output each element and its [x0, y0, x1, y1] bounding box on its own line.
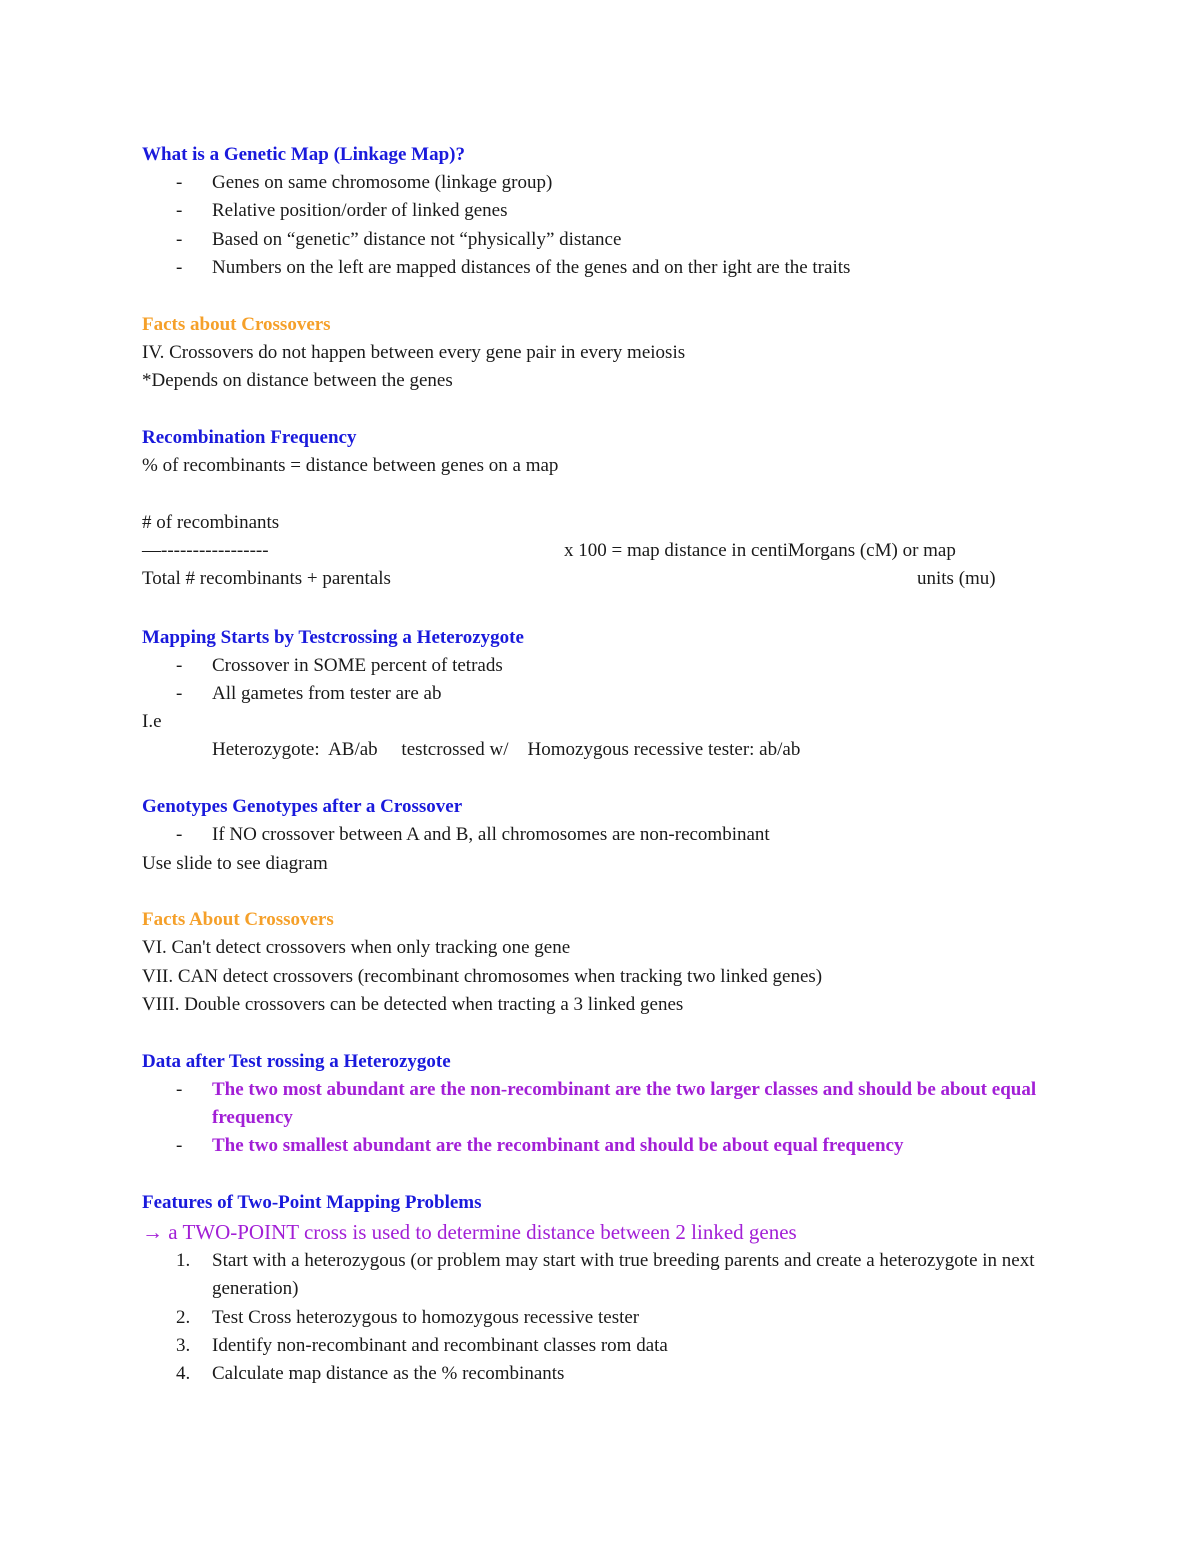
paragraph: % of recombinants = distance between genes on a map: [142, 454, 559, 476]
step-marker: 3.: [176, 1335, 191, 1357]
formula-numerator: # of recombinants: [142, 511, 280, 533]
paragraph: I.e: [142, 711, 162, 733]
list-item: 2. Test Cross heterozygous to homozygous recessive tester: [142, 1304, 1062, 1332]
heading-facts-about-crossovers: Facts About Crossovers: [142, 909, 334, 931]
list-item: - Genes on same chromosome (linkage group): [142, 169, 1062, 197]
paragraph: *Depends on distance between the genes: [142, 369, 453, 391]
dash-marker: -: [176, 200, 183, 222]
step-marker: 2.: [176, 1306, 191, 1328]
list-item: - Based on “genetic” distance not “physically” distance: [142, 226, 1062, 254]
testcross-list: [142, 652, 1062, 709]
paragraph: VII. CAN detect crossovers (recombinant chromosomes when tracking two linked genes): [142, 965, 823, 987]
document-page: [142, 141, 1062, 1389]
testcross-example: Heterozygote: AB/ab testcrossed w/ Homozygous recessive tester: ab/ab: [212, 739, 801, 761]
dash-marker: -: [176, 1078, 183, 1100]
dash-marker: -: [176, 824, 183, 846]
formula-bar: —-----------------: [142, 539, 269, 561]
list-item: 4. Calculate map distance as the % recombinants: [142, 1360, 1062, 1388]
formula-units: units (mu): [917, 567, 996, 589]
list-item: - The two most abundant are the non-recombinant are the two larger classes and should be about equal frequency: [142, 1076, 1062, 1133]
heading-two-point: Features of Two-Point Mapping Problems: [142, 1192, 482, 1214]
dash-marker: -: [176, 682, 183, 704]
dash-marker: -: [176, 256, 183, 278]
heading-genetic-map: What is a Genetic Map (Linkage Map)?: [142, 144, 465, 165]
genotypes-list: [142, 821, 1062, 849]
heading-recombination-frequency: Recombination Frequency: [142, 426, 357, 448]
list-item: - Relative position/order of linked genes: [142, 197, 1062, 225]
two-point-steps: [142, 1247, 1062, 1388]
formula-multiplier: x 100 = map distance in centiMorgans (cM) or map: [564, 539, 956, 561]
heading-data-after: Data after Test rossing a Heterozygote: [142, 1050, 451, 1072]
step-marker: 1.: [176, 1250, 191, 1272]
list-item: - If NO crossover between A and B, all chromosomes are non-recombinant: [142, 821, 1062, 849]
list-item: - The two smallest abundant are the recombinant and should be about equal frequency: [142, 1132, 1062, 1160]
dash-marker: -: [176, 654, 183, 676]
genetic-map-list: [142, 169, 1062, 282]
list-item: - Numbers on the left are mapped distances of the genes and on ther ight are the traits: [142, 254, 1062, 282]
step-marker: 4.: [176, 1363, 191, 1385]
paragraph: VIII. Double crossovers can be detected when tracting a 3 linked genes: [142, 993, 684, 1015]
formula-denominator: Total # recombinants + parentals: [142, 567, 391, 589]
list-item: 1. Start with a heterozygous (or problem may start with true breeding parents and create a heterozygote in next generation): [142, 1247, 1062, 1304]
dash-marker: -: [176, 172, 183, 193]
heading-mapping-starts: Mapping Starts by Testcrossing a Heterozygote: [142, 626, 524, 648]
dash-marker: -: [176, 228, 183, 250]
heading-genotypes: Genotypes Genotypes after a Crossover: [142, 796, 463, 818]
list-item: - Crossover in SOME percent of tetrads: [142, 652, 1062, 680]
recombination-formula: [142, 509, 1062, 594]
dash-marker: -: [176, 1135, 183, 1157]
list-item: - All gametes from tester are ab: [142, 680, 1062, 708]
two-point-arrow-line: → a TWO-POINT cross is used to determine distance between 2 linked genes: [142, 1220, 797, 1245]
data-after-list: [142, 1076, 1062, 1161]
list-item: 3. Identify non-recombinant and recombinant classes rom data: [142, 1332, 1062, 1360]
heading-facts-crossovers: Facts about Crossovers: [142, 313, 331, 335]
paragraph: Use slide to see diagram: [142, 852, 328, 874]
paragraph: VI. Can't detect crossovers when only tracking one gene: [142, 937, 571, 959]
paragraph: IV. Crossovers do not happen between every gene pair in every meiosis: [142, 341, 686, 363]
